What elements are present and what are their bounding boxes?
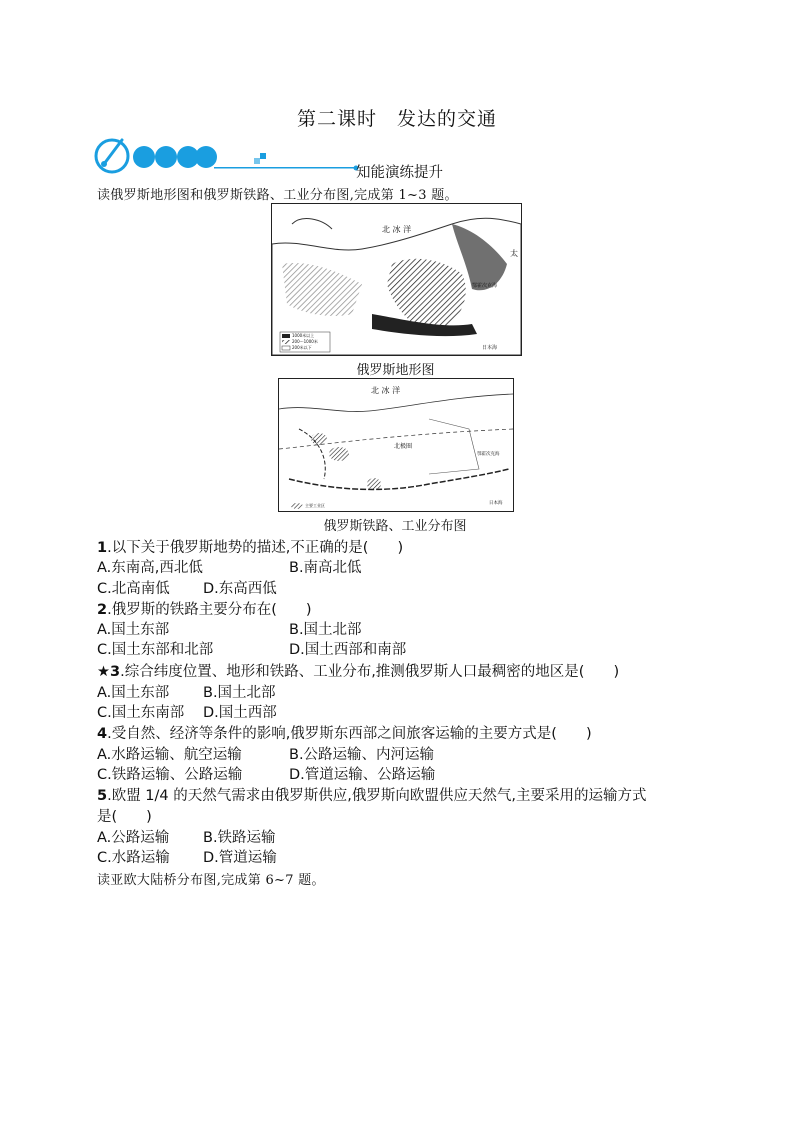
brush-icon (96, 140, 128, 172)
question-number: 2 (97, 602, 108, 618)
banner-label: 知能演练提升 (356, 165, 443, 181)
question-4-stem (97, 722, 592, 743)
intro-text-2: 读亚欧大陆桥分布图,完成第 6~7 题。 (97, 873, 325, 888)
question-2-option-d[interactable]: D.国土西部和南部 (289, 642, 407, 658)
legend-item-1: 1000米以上 (292, 333, 315, 338)
question-4-option-d[interactable]: D.管道运输、公路运输 (289, 767, 436, 783)
question-2-option-c[interactable]: C.国土东部和北部 (97, 642, 214, 658)
question-3-option-b[interactable]: B.国土北部 (203, 685, 276, 701)
question-2-option-b[interactable]: B.国土北部 (289, 622, 362, 638)
question-2-options-row-2 (97, 638, 697, 658)
question-3-option-c[interactable]: C.国土东南部 (97, 705, 185, 721)
page-title: 第二课时 发达的交通 (296, 108, 497, 130)
question-3-options-row-1 (97, 681, 697, 701)
question-number: 1 (97, 540, 108, 556)
question-3-options-row-2 (97, 701, 697, 721)
question-2-options-row-1 (97, 618, 697, 638)
legend-item-3: 200米以下 (292, 345, 312, 350)
question-number: 5 (97, 788, 108, 804)
question-text: .俄罗斯的铁路主要分布在( ) (107, 602, 312, 618)
question-4-option-b[interactable]: B.公路运输、内河运输 (289, 747, 435, 763)
question-5-stem-continued: 是( ) (97, 809, 152, 825)
question-5-options-row-1 (97, 826, 697, 846)
russia-terrain-map (271, 203, 522, 356)
question-1-option-b[interactable]: B.南高北低 (289, 560, 362, 576)
question-4-options-row-2 (97, 763, 697, 783)
question-text: .受自然、经济等条件的影响,俄罗斯东西部之间旅客运输的主要方式是( ) (107, 726, 592, 742)
map2-caption: 俄罗斯铁路、工业分布图 (323, 519, 467, 534)
question-1-option-d[interactable]: D.东高西低 (203, 581, 277, 597)
map2-arctic-circle-label: 北极圈 (394, 443, 413, 450)
map1-okhotsk-label: 鄂霍次克海 (472, 283, 498, 289)
question-number: 4 (97, 726, 108, 742)
question-2-stem (97, 598, 312, 619)
question-1-options-row-2 (97, 577, 697, 597)
question-text: .以下关于俄罗斯地势的描述,不正确的是( ) (107, 540, 404, 556)
question-text: .欧盟 1/4 的天然气需求由俄罗斯供应,俄罗斯向欧盟供应天然气,主要采用的运输方式 (107, 788, 647, 804)
question-1-option-a[interactable]: A.东南高,西北低 (97, 560, 203, 576)
question-5-stem (97, 784, 646, 805)
question-3-option-d[interactable]: D.国土西部 (203, 705, 277, 721)
question-4-options-row-1 (97, 743, 697, 763)
question-1-options-row-1 (97, 556, 697, 576)
question-4-option-a[interactable]: A.水路运输、航空运输 (97, 747, 242, 763)
map2-ocean-label: 北 冰 洋 (371, 386, 401, 395)
map2-japan-label: 日本海 (489, 501, 503, 506)
question-text: .综合纬度位置、地形和铁路、工业分布,推测俄罗斯人口最稠密的地区是( ) (120, 664, 620, 680)
question-2-option-a[interactable]: A.国土东部 (97, 622, 170, 638)
question-3-stem (97, 660, 619, 681)
question-5-options-row-2 (97, 846, 697, 866)
star-icon: ★ (97, 664, 110, 680)
question-5-option-a[interactable]: A.公路运输 (97, 830, 170, 846)
question-5-option-c[interactable]: C.水路运输 (97, 850, 170, 866)
question-1-stem (97, 536, 403, 557)
question-5-option-d[interactable]: D.管道运输 (203, 850, 277, 866)
map1-pacific-label: 太 (510, 249, 518, 258)
map1-japan-label: 日本海 (482, 345, 498, 351)
map1-legend (292, 333, 318, 351)
question-number: 3 (110, 664, 121, 680)
map1-caption: 俄罗斯地形图 (356, 363, 435, 378)
map2-okhotsk-label: 鄂霍次克海 (477, 452, 500, 457)
question-1-option-c[interactable]: C.北高南低 (97, 581, 170, 597)
russia-railway-map (278, 378, 514, 512)
intro-text-1: 读俄罗斯地形图和俄罗斯铁路、工业分布图,完成第 1~3 题。 (97, 188, 458, 203)
question-4-option-c[interactable]: C.铁路运输、公路运输 (97, 767, 243, 783)
question-3-option-a[interactable]: A.国土东部 (97, 685, 170, 701)
map1-ocean-label: 北 冰 洋 (382, 225, 412, 234)
legend-item-2: 200～1000米 (292, 339, 318, 344)
map2-legend-item: 主要工业区 (305, 503, 325, 508)
question-5-option-b[interactable]: B.铁路运输 (203, 830, 276, 846)
